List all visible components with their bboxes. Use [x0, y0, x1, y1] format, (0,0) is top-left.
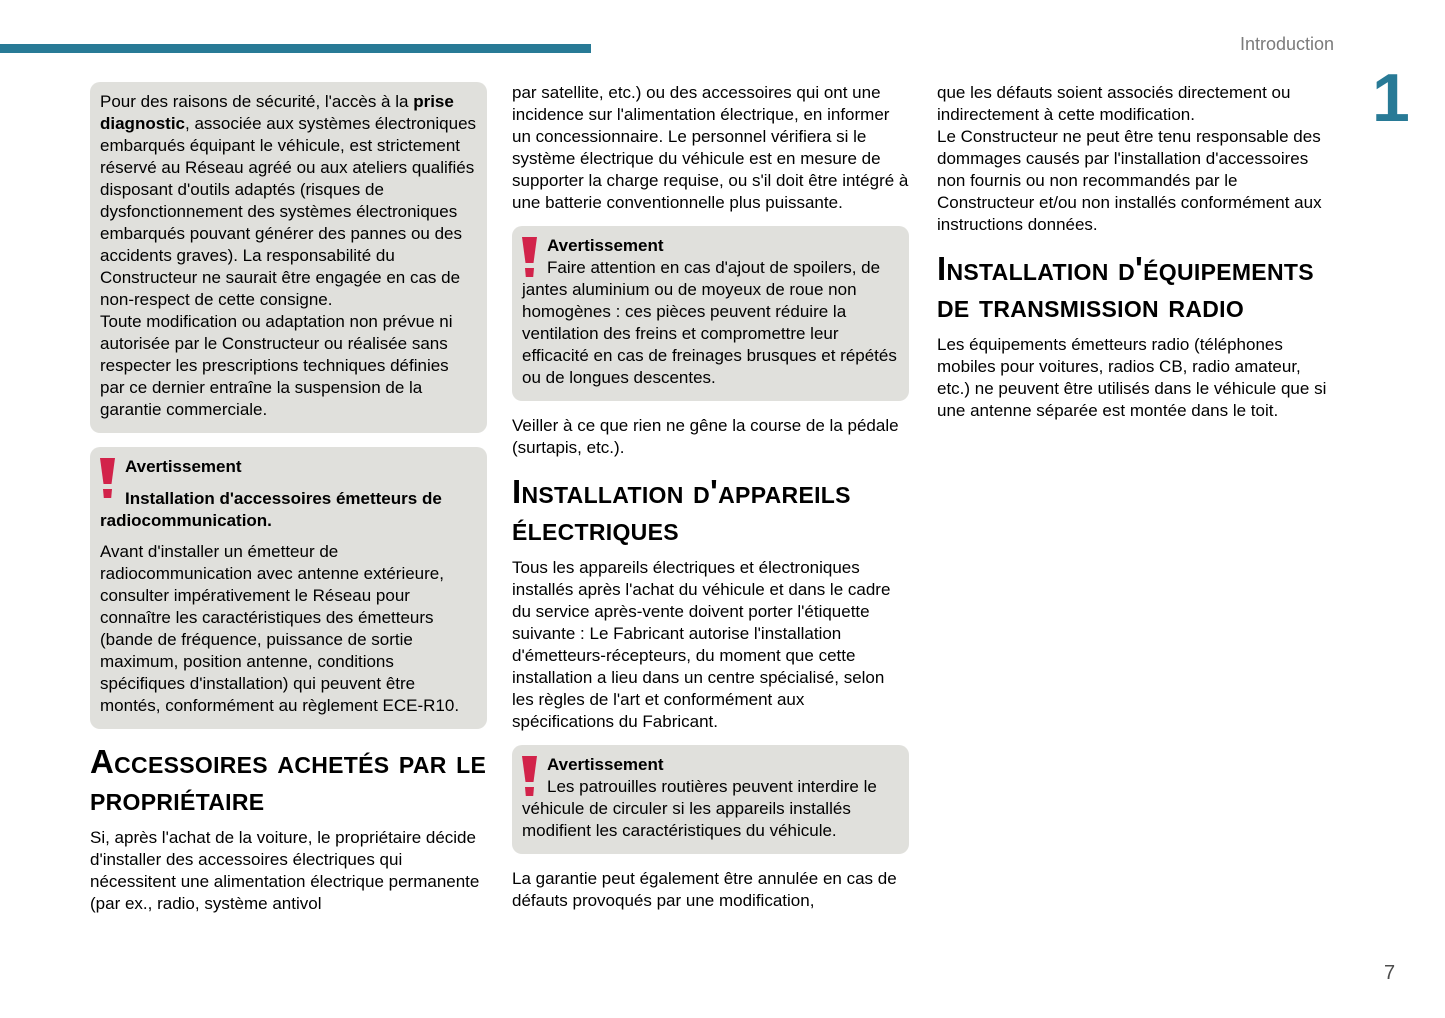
- paragraph: Veiller à ce que rien ne gêne la course de la pédale (surtapis, etc.).: [512, 416, 899, 457]
- page-number: 7: [1384, 962, 1396, 984]
- paragraph: Le Constructeur ne peut être tenu responsable des dommages causés par l'installation d'accessoires non fournis ou non recommandés par le Constructeur et/ou non installés conformément aux instructions données.: [937, 127, 1322, 234]
- warning-title: Avertissement: [547, 236, 664, 255]
- text-segment-bold: prise diagnostic: [100, 92, 454, 133]
- paragraph: Tous les appareils électriques et électroniques installés après l'achat du véhicule et dans le cadre du service après-vente doivent porter l'étiquette suivante : Le Fabricant autorise l'installation d'émetteurs-récepteurs, du moment que cette installation a lieu dans un centre spécialisé, selon les règles de l'art et conformément aux spécifications du Fabricant.: [512, 558, 891, 731]
- warning-subtitle: Installation d'accessoires émetteurs de radiocommunication.: [100, 489, 442, 530]
- paragraph: que les défauts soient associés directement ou indirectement à cette modification.: [937, 83, 1291, 124]
- warning-box: [90, 447, 487, 729]
- column-3: [937, 82, 1334, 434]
- paragraph: Les équipements émetteurs radio (téléphones mobiles pour voitures, radios CB, radio amateur, etc.) ne peuvent être utilisés dans le véhicule que si une antenne séparée est montée dans le toit.: [937, 335, 1327, 420]
- warning-box: [512, 745, 909, 854]
- warning-title: Avertissement: [547, 755, 664, 774]
- column-1: [90, 82, 487, 927]
- column-2: [512, 82, 909, 924]
- warning-icon: [522, 235, 547, 279]
- paragraph: La garantie peut également être annulée en cas de défauts provoqués par une modification,: [512, 869, 897, 910]
- text-segment: Pour des raisons de sécurité, l'accès à la: [100, 92, 414, 111]
- info-box: [90, 82, 487, 433]
- chapter-number-tab: 1: [1372, 60, 1410, 136]
- warning-icon: [522, 754, 547, 798]
- section-title-electrical-devices: Installation d'appareils électriques: [512, 473, 851, 547]
- paragraph: Toute modification ou adaptation non prévue ni autorisée par le Constructeur ou réalisée sans respecter les prescriptions techniques définies par ce dernier entraîne la suspension de la garantie commerciale.: [100, 312, 453, 419]
- text-segment: , associée aux systèmes électroniques embarqués équipant le véhicule, est strictement réservé au Réseau agréé ou aux ateliers qualifiés disposant d'outils adaptés (risques de dysfonctionnement des systèmes électroniques embarqués pouvant générer des pannes ou des accidents graves). La responsabilité du Constructeur ne saurait être engagée en cas de non-respect de cette consigne.: [100, 114, 477, 309]
- section-label: Introduction: [1240, 34, 1335, 54]
- warning-body: Faire attention en cas d'ajout de spoilers, de jantes aluminium ou de moyeux de roue non homogènes : ces pièces peuvent réduire la ventilation des freins et compromettre leur efficacité en cas de freinages brusques et répétés ou de longues descentes.: [522, 258, 897, 387]
- warning-title: Avertissement: [125, 457, 242, 476]
- section-title-radio-transmission: Installation d'équipements de transmission radio: [937, 250, 1314, 324]
- paragraph: par satellite, etc.) ou des accessoires qui ont une incidence sur l'alimentation électrique, en informer un concessionnaire. Le personnel vérifiera si le système électrique du véhicule est en mesure de supporter la charge requise, ou s'il doit être intégré à une batterie conventionnelle plus puissante.: [512, 83, 909, 212]
- warning-icon: [100, 456, 125, 510]
- warning-box: [512, 226, 909, 401]
- top-accent-bar: [0, 44, 591, 53]
- warning-body: Les patrouilles routières peuvent interdire le véhicule de circuler si les appareils installés modifient les caractéristiques du véhicule.: [522, 777, 877, 840]
- section-title-accessories: Accessoires achetés par le propriétaire: [90, 743, 487, 817]
- paragraph: [100, 91, 477, 311]
- paragraph: Si, après l'achat de la voiture, le propriétaire décide d'installer des accessoires électriques qui nécessitent une alimentation électrique permanente (par ex., radio, système antivol: [90, 828, 480, 913]
- warning-body: Avant d'installer un émetteur de radiocommunication avec antenne extérieure, consulter impérativement le Réseau pour connaître les caractéristiques des émetteurs (bande de fréquence, puissance de sortie maximum, position antenne, conditions spécifiques d'installation) qui peuvent être montés, conformément au règlement ECE-R10.: [100, 542, 460, 715]
